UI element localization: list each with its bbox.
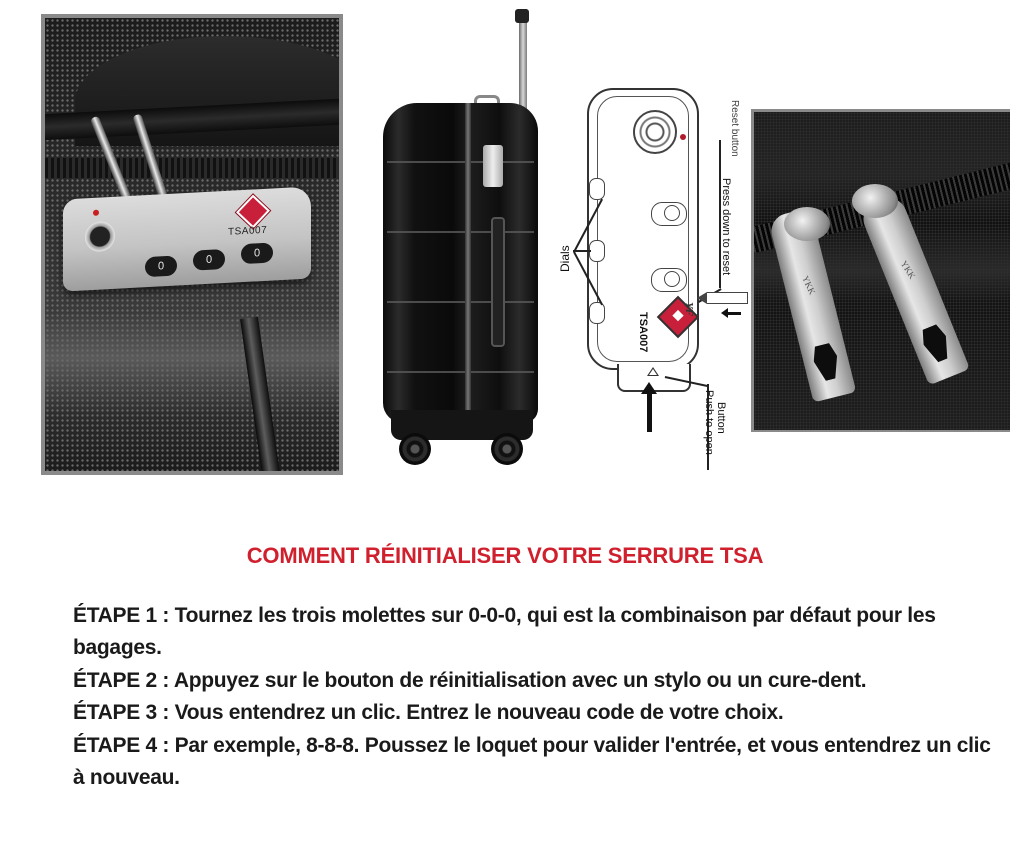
side-carry-handle [491,217,505,347]
button-instruction-label: Push to open [703,390,715,455]
suitcase-side-view [383,5,543,475]
reset-indicator-dot [680,134,686,140]
step-3: ÉTAPE 3 : Vous entendrez un clic. Entrez le nouveau code de votre choix. [73,701,784,725]
tsa-lock [63,187,311,292]
zipper-track [45,158,339,178]
lock-closeup-photo [41,14,343,475]
reset-indicator-dot [93,210,99,216]
shell-rib [387,231,534,233]
spinner-wheel-icon [491,433,523,465]
telescoping-handle [519,9,527,109]
shell-rib [387,301,534,303]
shell-rib [387,161,534,163]
lock-diagram [555,80,755,475]
pen-icon [707,292,748,304]
press-arrow-icon [727,312,741,315]
shackle-slot-icon [651,268,687,292]
zipper-brand-label: YKK [800,274,818,297]
zipper-pulls-photo [751,109,1010,432]
spinner-wheel-icon [399,433,431,465]
push-arrow-icon [647,392,652,432]
zipper-slider [852,184,898,218]
instruction-steps [73,600,993,794]
handle-grip [515,9,529,23]
triangle-arrow-icon [647,367,659,376]
dial-icon [589,178,605,200]
button-title-label: Button [715,402,727,434]
pull-hole [918,323,954,365]
page-title: COMMENT RÉINITIALISER VOTRE SERRURE TSA [246,543,764,568]
combination-dial: 0 [145,256,177,278]
step-1: ÉTAPE 1 : Tournez les trois molettes sur 0-0-0, qui est la combinaison par défaut pour les bagages. [73,604,936,660]
dials-pointer-line [573,250,591,252]
pull-hole [810,342,842,383]
keyhole-icon [85,221,115,253]
reset-title-label: Reset button [729,100,740,157]
zipper-pull-right [858,193,970,386]
shell-rib [387,371,534,373]
suitcase-rib [240,317,281,475]
reset-instruction-label: Press down to reset [720,178,732,276]
side-lock-icon [483,145,503,187]
tsa-code-label: TSA007 [637,312,649,353]
step-2: ÉTAPE 2 : Appuyez sur le bouton de réinitialisation avec un stylo ou un cure-dent. [73,668,867,692]
keyhole-icon [633,110,677,154]
brand-mark: YF [683,302,695,317]
zipper-slider [784,207,830,241]
zipper-brand-label: YKK [898,258,918,281]
combination-dial: 0 [193,249,225,271]
shackle-slot-icon [651,202,687,226]
combination-dial: 0 [241,242,273,264]
step-4: ÉTAPE 4 : Par exemple, 8-8-8. Poussez le loquet pour valider l'entrée, et vous entendrez un clic à nouveau. [73,733,991,790]
zipper-seam [465,103,471,433]
dial-icon [589,302,605,324]
tsa-badge-icon [236,195,270,229]
dials-label: Dials [558,245,572,272]
lock-body-outline [587,88,699,370]
tsa-code-label: TSA007 [228,224,268,238]
suitcase-shell [383,103,538,423]
dial-icon [589,240,605,262]
